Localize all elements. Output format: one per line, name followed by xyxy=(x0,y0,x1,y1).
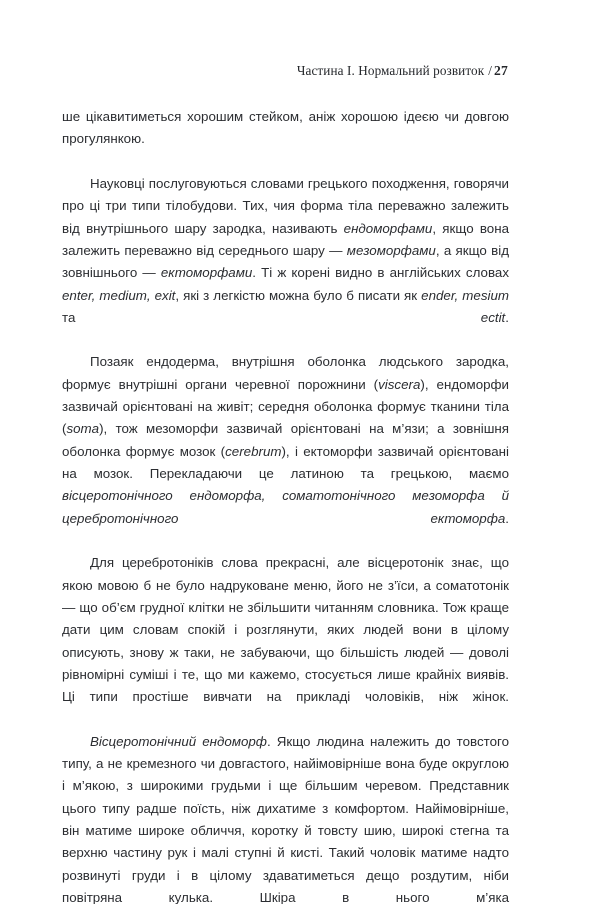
text-run: Позаяк ендодерма, внутрішня оболонка людського зародка, формує внутрішні органи черевної порожнини ( xyxy=(62,354,509,392)
text-run: ше цікавитиметься хорошим стейком, аніж хорошою ідеєю чи довгою прогулянкою. xyxy=(62,109,509,147)
text-run: , а якщо від зовнішнього — xyxy=(62,242,509,281)
paragraph xyxy=(62,731,509,904)
paragraph xyxy=(62,351,509,552)
italic-run: ender, mesium xyxy=(421,287,509,303)
text-run: . Якщо людина належить до товстого типу, а не кремезного чи довгастого, найімовірніше вона буде округлою і м’якою, з широкими грудьми і ще більшим черевом. Представник цього типу радше поїсть, ніж дихатиме з комфортом. Найімовірніше, він матиме широке обличчя, коротку й товсту шию, широкі стегна та верхню частину рук і малі ступні й кисті. Такий чоловік матиме надто розвинуті груди і в цілому здаватиметься дещо роздутим, ніби повітряна кулька. Шкіра в нього м’яка xyxy=(62,733,510,904)
text-run: , якщо вона залежить переважно від середнього шару — xyxy=(62,220,510,258)
italic-run: ендоморфами xyxy=(343,220,433,236)
italic-run: Вісцеротонічний ендоморф xyxy=(90,733,267,749)
paragraph xyxy=(62,552,509,731)
text-run: ), тож мезоморфи зазвичай орієнтовані на м’язи; а зовнішня оболонка формує мозок ( xyxy=(62,421,509,459)
text-run: . xyxy=(505,309,509,325)
text-run: . Ті ж корені видно в англійських словах xyxy=(252,265,509,281)
italic-run: cerebrum xyxy=(225,443,282,459)
running-head-part-title: Частина I. Нормальний розвиток xyxy=(296,63,485,78)
text-run: ), ендоморфи зазвичай орієнтовані на живіт; середня оболонка формує тканини тіла ( xyxy=(62,376,509,437)
text-run: ), і ектоморфи зазвичай орієнтовані на мозок. Перекладаючи це латиною та грецькою, маємо xyxy=(62,443,509,481)
italic-run: soma xyxy=(66,421,100,437)
italic-run: ектоморфами xyxy=(160,265,253,281)
text-run: . xyxy=(505,510,509,526)
text-run: Для церебротоніків слова прекрасні, але вісцеротонік знає, що якою мовою б не було надруковане меню, його не з’їси, а соматотонік — що об’єм грудної клітки не збільшити читанням словника. Тож краще дати цим словам спокій і розглянути, яких людей вони в цілому описують, знову ж таки, не забуваючи, що більшість людей — доволі рівномірні суміші і те, що ми кажемо, стосується лише крайніх виявів. Ці типи простіше вивчати на прикладі чоловіків, ніж жінок. xyxy=(62,555,509,705)
running-head-separator: / xyxy=(488,63,492,78)
italic-run: мезоморфами xyxy=(346,242,436,258)
text-run: Науковці послуговуються словами грецького походження, говорячи про ці три типи тілобудови. Тих, чия форма тіла переважно залежить від внутрішнього шару зародка, називають xyxy=(62,175,509,236)
body-text-column xyxy=(62,106,509,904)
italic-run: enter, medium, exit xyxy=(62,287,176,303)
italic-run: ectit xyxy=(480,309,506,325)
italic-run: viscera xyxy=(378,376,421,392)
running-head xyxy=(62,63,508,79)
text-run: , які з легкістю можна було б писати як xyxy=(175,287,422,303)
page-number: 27 xyxy=(494,63,508,78)
text-run: та xyxy=(62,309,481,325)
italic-run: вісцеротонічного ендоморфа, соматотонічного мезоморфа й церебротонічного ектоморфа xyxy=(62,488,509,526)
paragraph xyxy=(62,173,509,352)
paragraph xyxy=(62,106,509,173)
